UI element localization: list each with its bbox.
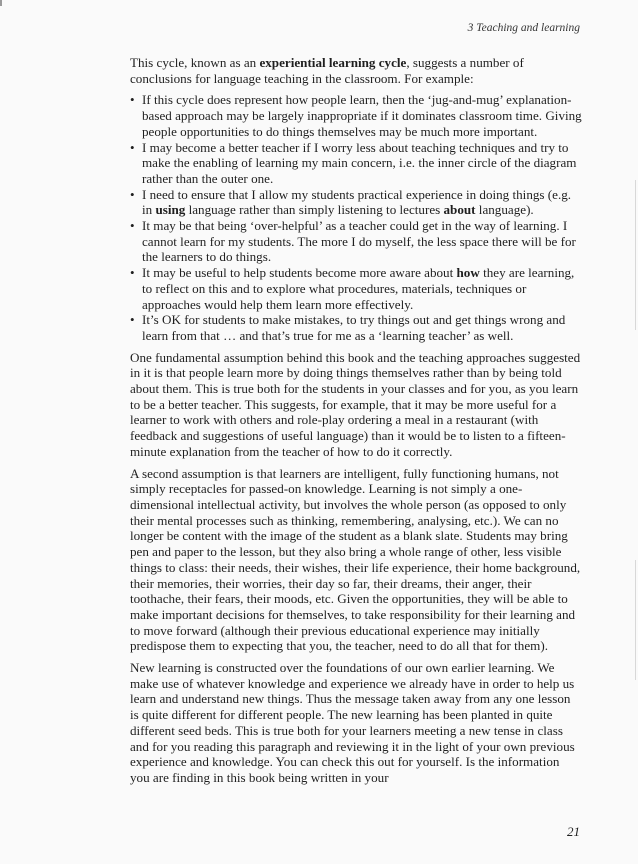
- conclusions-list: [130, 92, 582, 343]
- scan-edge: [635, 180, 636, 330]
- list-item: • If this cycle does represent how people learn, then the ‘jug-and-mug’ explanation-based approach may be largely inappropriate if it dominates classroom time. Giving people opportunities to do things themselves may be much more important.: [130, 92, 582, 139]
- list-item: • It may be useful to help students become more aware about how they are learning, to reflect on this and to explore what procedures, materials, techniques or approaches would help them learn more effectively.: [130, 265, 575, 312]
- paragraph: New learning is constructed over the foundations of our own earlier learning. We make use of whatever knowledge and experience we already have in order to help us learn and understand new things. Thus the message taken away from any one lesson is quite different for different people. The new learning has been planted in quite different seed beds. This is true both for your learners meeting a new tense in class and for you reading this paragraph and reviewing it in the light of your own previous experience and knowledge. You can check this out for yourself. Is the information you are finding in this book being written in your: [130, 660, 575, 785]
- list-item: • I need to ensure that I allow my students practical experience in doing things (e.g. in using language rather than simply listening to lectures about language).: [130, 186, 572, 218]
- intro-paragraph: This cycle, known as an experiential learning cycle, suggests a number of conclusions for language teaching in the classroom. For example:: [130, 55, 524, 86]
- paragraph: A second assumption is that learners are intelligent, fully functioning humans, not simply receptacles for passed-on knowledge. Learning is not simply a one-dimensional intellectual activity, but involves the whole person (as opposed to only their mental processes such as thinking, remembering, analysing, etc.). We can no longer be content with the image of the student as a blank slate. Students may bring pen and paper to the lesson, but they also bring a whole range of other, less visible things to class: their needs, their wishes, their life experience, their home background, their memories, their worries, their day so far, their dreams, their anger, their toothache, their fears, their moods, etc. Given the opportunities, they will be able to make important decisions for themselves, to take responsibility for their learning and to move forward (although their previous educational experience may initially predispose them to expecting that you, the teacher, need to do all that for them).: [130, 465, 581, 654]
- list-item: • It’s OK for students to make mistakes, to try things out and get things wrong and learn from that … and that’s true for me as a ‘learning teacher’ as well.: [130, 312, 566, 343]
- body-text: [130, 55, 582, 792]
- scan-mark: [0, 0, 2, 6]
- page-number: 21: [567, 824, 580, 839]
- paragraph: One fundamental assumption behind this book and the teaching approaches suggested in it is that people learn more by doing things themselves rather than by being told about them. This is true both for the students in your classes and for you, as you learn to be a better teacher. This suggests, for example, that it may be more useful for a learner to work with others and role-play ordering a meal in a restaurant (with feedback and suggestions of useful language) than it would be to listen to a fifteen-minute explanation from the teacher of how to do it correctly.: [130, 349, 581, 459]
- running-head: 3 Teaching and learning: [467, 22, 580, 34]
- list-item: • I may become a better teacher if I worry less about teaching techniques and try to make the enabling of learning my main concern, i.e. the inner circle of the diagram rather than the outer one.: [130, 139, 577, 186]
- list-item: • It may be that being ‘over-helpful’ as a teacher could get in the way of learning. I cannot learn for my students. The more I do myself, the less space there will be for the learners to do things.: [130, 218, 576, 265]
- scan-edge: [635, 560, 636, 680]
